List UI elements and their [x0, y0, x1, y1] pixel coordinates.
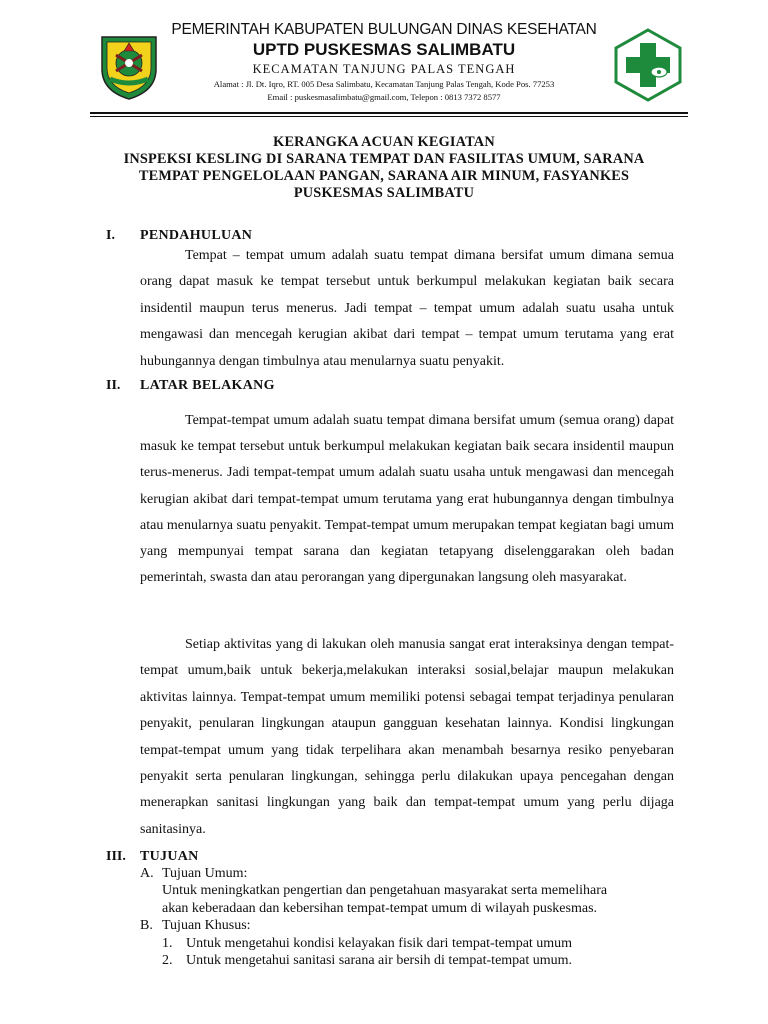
section-2-heading: LATAR BELAKANG [140, 378, 275, 393]
document-title-line-3: TEMPAT PENGELOLAAN PANGAN, SARANA AIR MINUM, FASYANKES [138, 168, 630, 184]
document-title-line-4: PUSKESMAS SALIMBATU [293, 185, 475, 201]
section-1-heading: PENDAHULUAN [140, 228, 253, 243]
puskesmas-cross-logo [613, 28, 683, 102]
section-3-number: III. [106, 849, 126, 864]
goal-a-text-line-2: akan keberadaan dan kebersihan tempat-tempat umum di wilayah puskesmas. [162, 901, 598, 916]
goal-a-marker: A. [140, 866, 154, 881]
puskesmas-name: UPTD PUSKESMAS SALIMBATU [252, 40, 516, 59]
goal-a-label: Tujuan Umum: [162, 866, 248, 881]
section-1-number: I. [106, 228, 115, 243]
letterhead-divider-thick [90, 112, 688, 114]
letterhead-divider-thin [90, 116, 688, 117]
contact-line: Email : puskesmasalimbatu@gmail.com, Telepon : 0813 7372 8577 [267, 92, 501, 102]
agency-name: PEMERINTAH KABUPATEN BULUNGAN DINAS KESEHATAN [171, 21, 597, 38]
goal-b-label: Tujuan Khusus: [162, 918, 251, 933]
goal-a-text-line-1: Untuk meningkatkan pengertian dan pengetahuan masyarakat serta memelihara [162, 883, 608, 898]
goal-b-subitem-2-marker: 2. [162, 953, 173, 968]
section-2-paragraph-1: Tempat-tempat umum adalah suatu tempat dimana bersifat umum (semua orang) dapat masuk ke tempat tersebut untuk berkumpul melakukan kegiatan baik secara insidentil maupun terus-menerus. Jadi tempat-tempat umum adalah suatu usaha untuk mengawasi dan mencegah kerugian akibat dari tempat-tempat umum terutama yang erat hubungannya dengan timbulnya atau menularnya suatu penyakit. Tempat-tempat umum merupakan tempat kegiatan bagi umum yang mempunyai tempat sarana dan kegiatan tetapyang diselenggarakan oleh badan pemerintah, swasta dan atau perorangan yang dipergunakan langsung oleh masyarakat. [140, 413, 674, 586]
goal-b-subitem-1-marker: 1. [162, 936, 173, 951]
section-3-heading: TUJUAN [140, 849, 199, 864]
address-line: Alamat : Jl. Dt. Iqro, RT. 005 Desa Salimbatu, Kecamatan Tanjung Palas Tengah, Kode Pos. 77253 [213, 79, 555, 89]
section-2-paragraph-2: Setiap aktivitas yang di lakukan oleh manusia sangat erat interaksinya dengan tempat-tempat umum,baik untuk bekerja,melakukan interaksi sosial,belajar maupun melakukan aktivitas lainnya. Tempat-tempat umum memiliki potensi sebagai tempat terjadinya penularan penyakit, penularan lingkungan ataupun gangguan kesehatan lainnya. Kondisi lingkungan tempat-tempat umum yang tidak terpelihara akan menambah besarnya resiko penyebaran penyakit serta penularan lingkungan, sehingga perlu dilakukan upaya pencegahan dengan menerapkan sanitasi lingkungan yang baik dan tempat-tempat umum yang perlu dijaga sanitasinya. [140, 637, 674, 837]
district-name: KECAMATAN TANJUNG PALAS TENGAH [252, 62, 516, 76]
goal-b-subitem-2-text: Untuk mengetahui sanitasi sarana air bersih di tempat-tempat umum. [186, 953, 573, 968]
section-1-paragraph: Tempat – tempat umum adalah suatu tempat dimana bersifat umum dimana semua orang dapat masuk ke tempat tersebut untuk berkumpul melakukan kegiatan baik secara insidentil maupun terus menerus. Jadi tempat – tempat umum adalah suatu usaha untuk mengawasi dan mencegah kerugian akibat dari tempat – tempat umum terutama yang erat hubungannya dengan timbulnya atau menularnya suatu penyakit. [140, 248, 674, 369]
goal-b-subitem-1-text: Untuk mengetahui kondisi kelayakan fisik dari tempat-tempat umum [186, 936, 573, 951]
section-2-number: II. [106, 378, 121, 393]
document-title-line-2: INSPEKSI KESLING DI SARANA TEMPAT DAN FASILITAS UMUM, SARANA [123, 151, 645, 167]
goal-b-marker: B. [140, 918, 153, 933]
document-title-line-1: KERANGKA ACUAN KEGIATAN [273, 134, 495, 150]
